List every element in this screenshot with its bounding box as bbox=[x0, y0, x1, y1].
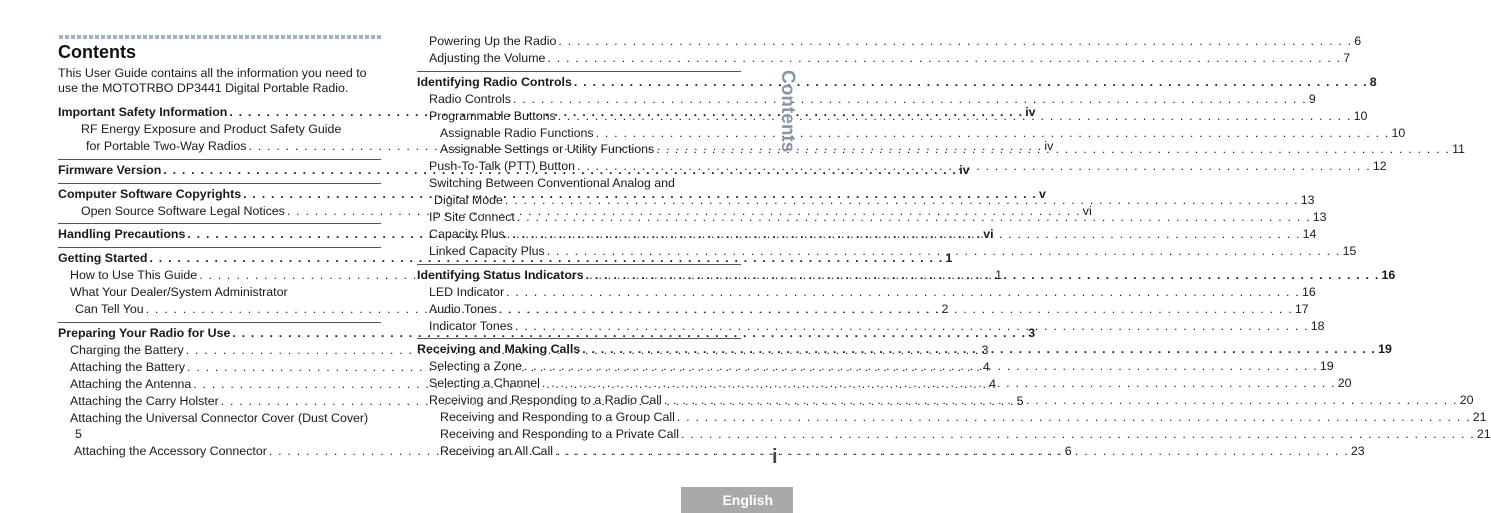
toc-entry-title: Computer Software Copyrights bbox=[58, 186, 242, 201]
toc-page-number: 12 bbox=[1372, 159, 1387, 174]
toc-entry-title: Selecting a Zone bbox=[429, 359, 522, 374]
dot-leader bbox=[507, 226, 1301, 243]
toc-page-number: 20 bbox=[1459, 393, 1474, 408]
toc-entry-title-continued: for Portable Two-Way Radios bbox=[86, 138, 247, 153]
toc-entry-title: How to Use This Guide bbox=[70, 268, 198, 283]
toc-page-number: 7 bbox=[1343, 50, 1351, 65]
toc-entry-title: Radio Controls bbox=[429, 91, 511, 106]
toc-entry[interactable] bbox=[417, 318, 1325, 335]
dot-leader bbox=[586, 267, 1380, 284]
toc-entry-title: RF Energy Exposure and Product Safety Guide bbox=[81, 121, 342, 136]
toc-page-number: 13 bbox=[1300, 193, 1315, 208]
page-title: Contents bbox=[58, 42, 136, 62]
toc-entry-title: Attaching the Battery bbox=[70, 359, 186, 374]
toc-entry-title: Programmable Buttons bbox=[429, 108, 556, 123]
dot-leader bbox=[577, 158, 1371, 175]
toc-entry[interactable] bbox=[417, 50, 1351, 67]
dot-leader bbox=[547, 50, 1341, 67]
toc-entry-title: Powering Up the Radio bbox=[429, 34, 557, 48]
toc-entry-title: Receiving and Responding to a Group Call bbox=[440, 410, 675, 425]
toc-entry-title: Preparing Your Radio for Use bbox=[58, 325, 231, 340]
toc-page-number: 6 bbox=[1064, 444, 1072, 459]
dot-leader bbox=[596, 125, 1390, 142]
toc-entry[interactable] bbox=[417, 443, 1365, 460]
toc-entry-title-continued: Digital Mode bbox=[434, 193, 503, 208]
dot-leader bbox=[506, 284, 1300, 301]
toc-entry-title: Assignable Radio Functions bbox=[440, 125, 594, 140]
toc-entry-line bbox=[81, 121, 381, 138]
dot-leader bbox=[558, 33, 1352, 50]
language-tab: English bbox=[681, 487, 793, 513]
toc-entry-title-continued: Can Tell You bbox=[75, 302, 144, 317]
toc-entry-title: Open Source Software Legal Notices bbox=[81, 203, 285, 218]
toc-entry-title: Identifying Status Indicators bbox=[417, 267, 584, 282]
dot-leader bbox=[681, 426, 1475, 443]
toc-entry[interactable] bbox=[417, 392, 1474, 409]
toc-page-number: 5 bbox=[75, 427, 82, 442]
toc-entry[interactable] bbox=[58, 410, 381, 444]
toc-page-number: 15 bbox=[1342, 243, 1357, 258]
dot-leader bbox=[505, 192, 1299, 209]
toc-page-number: 4 bbox=[982, 359, 990, 374]
toc-entry-title: Assignable Settings or Utility Functions bbox=[440, 142, 655, 157]
toc-entry[interactable] bbox=[417, 243, 1357, 260]
toc-entry[interactable] bbox=[417, 175, 1315, 209]
toc-page-number: 16 bbox=[1301, 284, 1316, 299]
dot-leader bbox=[558, 108, 1352, 125]
toc-entry-title: Attaching the Antenna bbox=[70, 376, 192, 391]
dot-leader bbox=[582, 341, 1376, 358]
toc-entry[interactable] bbox=[417, 264, 1396, 284]
dot-leader bbox=[574, 74, 1368, 91]
toc-entry[interactable] bbox=[417, 338, 1392, 358]
toc-page-number: 3 bbox=[981, 342, 989, 357]
toc-entry-title: Selecting a Channel bbox=[429, 376, 540, 391]
toc-entry[interactable] bbox=[417, 91, 1316, 108]
dot-leader bbox=[513, 91, 1307, 108]
side-section-title: Contents bbox=[777, 70, 798, 153]
intro-paragraph: This User Guide contains all the information you need to use the MOTOTRBO DP3441 Digital Portable Radio. bbox=[58, 66, 367, 95]
toc-entry-title: Getting Started bbox=[58, 251, 148, 266]
toc-entry-line bbox=[70, 284, 381, 301]
toc-page-number: 10 bbox=[1391, 125, 1406, 140]
page-number: i bbox=[772, 446, 778, 468]
toc-entry-title: Push-To-Talk (PTT) Button bbox=[429, 159, 575, 174]
toc-page-number: 5 bbox=[1016, 393, 1024, 408]
toc-page-number: 8 bbox=[1369, 74, 1377, 89]
toc-page-number: 17 bbox=[1294, 301, 1309, 316]
toc-entry-title: Linked Capacity Plus bbox=[429, 243, 545, 258]
dot-leader bbox=[515, 318, 1309, 335]
dot-leader bbox=[499, 301, 1293, 318]
toc-page-number: 21 bbox=[1476, 426, 1491, 441]
toc-entry-title: Indicator Tones bbox=[429, 318, 513, 333]
toc-entry-line bbox=[429, 175, 741, 192]
toc-page-number: 21 bbox=[1472, 410, 1487, 425]
toc-entry-title: What Your Dealer/System Administrator bbox=[70, 285, 288, 300]
toc-entry-title: Adjusting the Volume bbox=[429, 50, 546, 65]
toc-entry-title: Firmware Version bbox=[58, 162, 162, 177]
toc-entry[interactable] bbox=[417, 426, 1491, 443]
toc-entry-title: Receiving and Making Calls bbox=[417, 342, 581, 357]
toc-page-number: iv bbox=[959, 162, 970, 177]
toc-entry-title: LED Indicator bbox=[429, 284, 505, 299]
toc-page-number: 3 bbox=[1028, 325, 1036, 340]
toc-page-number: 18 bbox=[1310, 318, 1325, 333]
toc-page-number: 11 bbox=[1452, 142, 1465, 157]
dot-leader bbox=[542, 375, 1336, 392]
toc-entry[interactable] bbox=[417, 301, 1309, 318]
toc-entry-line bbox=[70, 426, 381, 443]
toc-entry-title: Audio Tones bbox=[429, 301, 497, 316]
toc-page-number: 20 bbox=[1337, 376, 1352, 391]
toc-entry-line bbox=[429, 192, 1315, 209]
toc-entry-title: Capacity Plus bbox=[429, 226, 505, 241]
toc-entry-title: Important Safety Information bbox=[58, 105, 228, 119]
toc-entry[interactable] bbox=[417, 125, 1406, 142]
toc-page-number: iv bbox=[1044, 138, 1054, 153]
toc-entry[interactable] bbox=[417, 409, 1487, 426]
toc-page-number: 1 bbox=[945, 251, 953, 266]
dot-leader bbox=[664, 392, 1458, 409]
toc-entry[interactable] bbox=[417, 71, 1377, 91]
toc-entry-line bbox=[70, 410, 381, 427]
toc-page-number: vi bbox=[1082, 203, 1092, 218]
toc-page-number: 14 bbox=[1302, 226, 1317, 241]
toc-entry-title: Handling Precautions bbox=[58, 227, 186, 242]
header-dashed-rule bbox=[59, 35, 383, 39]
toc-entry[interactable] bbox=[417, 33, 1362, 50]
toc-entry-title: Attaching the Accessory Connector bbox=[74, 444, 267, 459]
toc-page-number: 16 bbox=[1381, 267, 1396, 282]
toc-entry[interactable] bbox=[417, 284, 1316, 301]
toc-page-number: 9 bbox=[1308, 91, 1316, 106]
toc-entry-title: IP Site Connect bbox=[429, 210, 515, 225]
dot-leader bbox=[555, 443, 1349, 460]
toc-entry-title: Attaching the Universal Connector Cover (Dust Cover) bbox=[70, 410, 369, 425]
toc-page-number: iv bbox=[1025, 105, 1036, 119]
toc-entry-title: Identifying Radio Controls bbox=[417, 74, 572, 89]
toc-entry[interactable] bbox=[417, 375, 1352, 392]
dot-leader bbox=[677, 409, 1471, 426]
dot-leader bbox=[517, 209, 1311, 226]
toc-page-number: v bbox=[1039, 186, 1046, 201]
toc-page-number: 10 bbox=[1353, 108, 1368, 123]
toc-page-number: vi bbox=[983, 227, 994, 242]
toc-page-number: 6 bbox=[1354, 34, 1362, 48]
toc-entry-title: Charging the Battery bbox=[70, 342, 184, 357]
toc-entry-title: Attaching the Carry Holster bbox=[70, 393, 219, 408]
toc-entry[interactable] bbox=[417, 358, 1334, 375]
dot-leader bbox=[524, 358, 1318, 375]
toc-page-number: 23 bbox=[1350, 443, 1365, 458]
toc-entry-title: Receiving and Responding to a Radio Call bbox=[429, 393, 662, 408]
toc-page-number: 2 bbox=[941, 302, 949, 317]
toc-page-number: 19 bbox=[1319, 359, 1334, 374]
toc-page-number: 4 bbox=[989, 376, 997, 391]
toc-entry-title: Switching Between Conventional Analog and bbox=[429, 176, 675, 191]
dot-leader bbox=[547, 243, 1341, 260]
toc-page-number: 13 bbox=[1312, 210, 1327, 225]
toc-page-number: 1 bbox=[995, 268, 1002, 283]
toc-entry-title: Receiving an All Call bbox=[440, 443, 553, 458]
toc-page-number: 19 bbox=[1378, 342, 1392, 357]
toc-entry-title: Receiving and Responding to a Private Call bbox=[440, 426, 680, 441]
